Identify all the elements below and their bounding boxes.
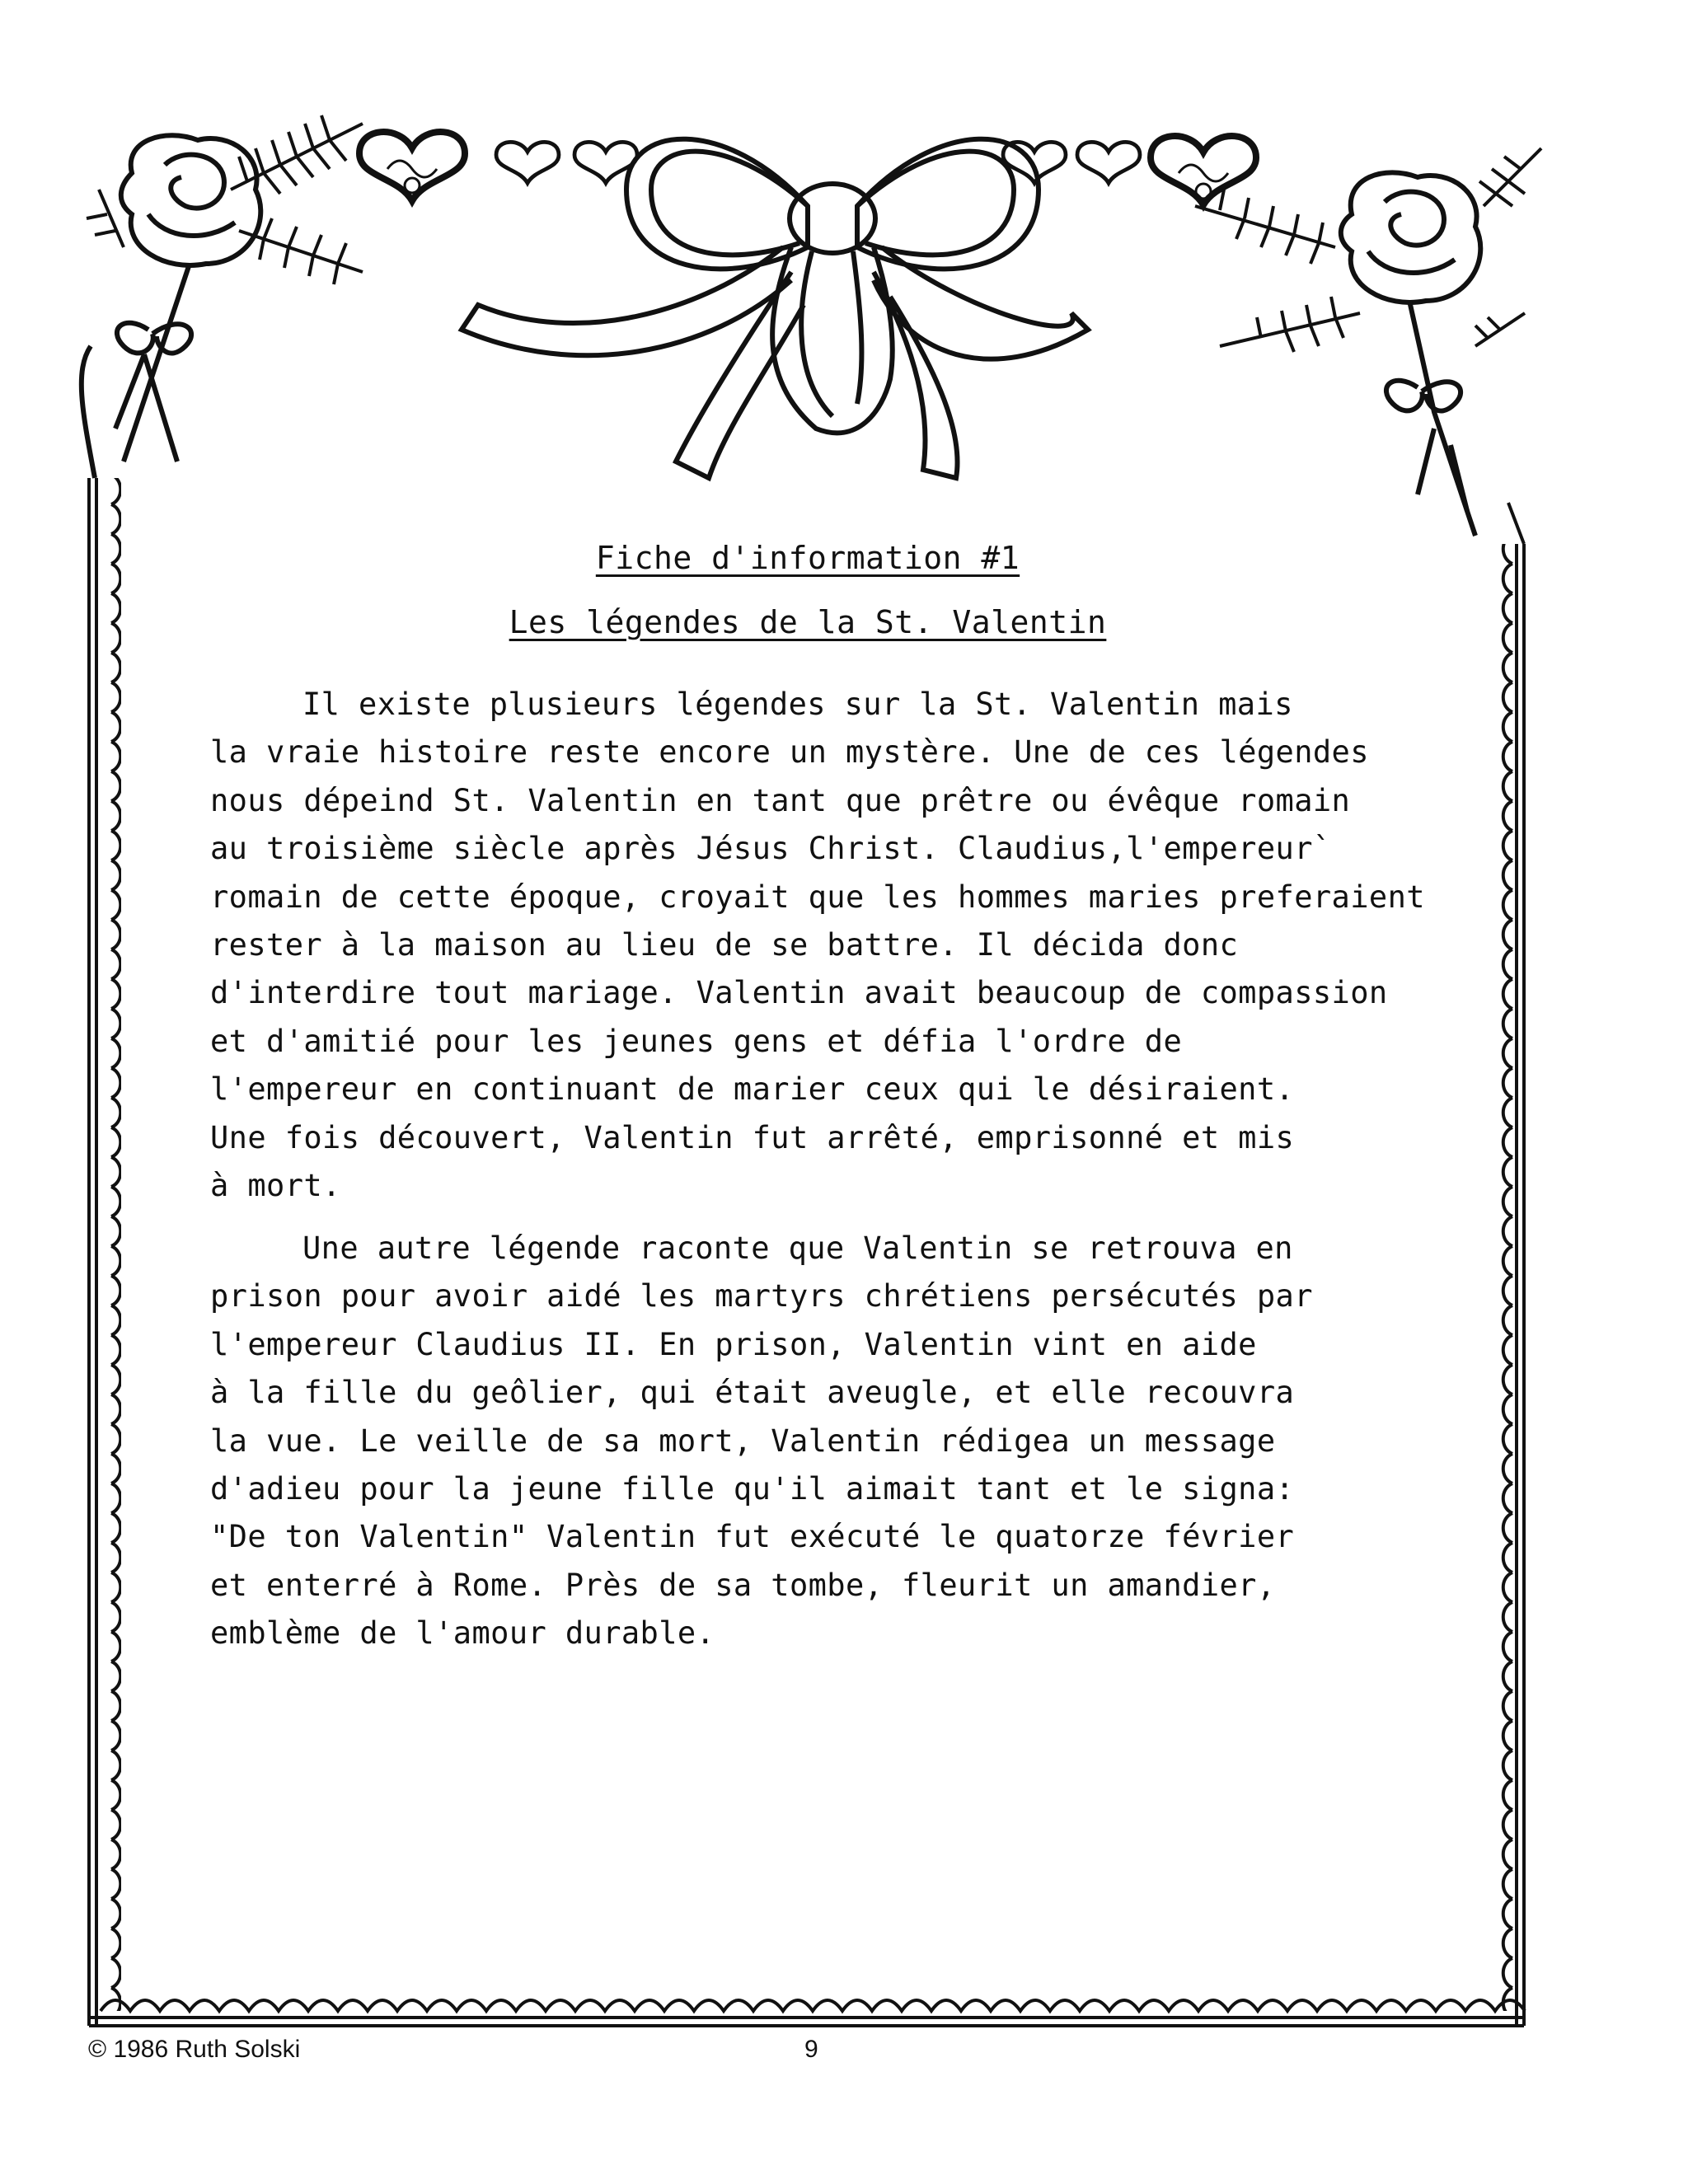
left-scallop-border <box>96 478 121 2011</box>
text-line: Une fois découvert, Valentin fut arrêté, emprisonné et mis <box>210 1119 1295 1155</box>
right-scallop-border <box>1492 544 1517 2011</box>
text-line: emblème de l'amour durable. <box>210 1615 715 1652</box>
paragraph-1 <box>210 681 1479 1210</box>
text-line: la vue. Le veille de sa mort, Valentin rédigea un message <box>210 1422 1276 1459</box>
bottom-scallop-border <box>101 2000 1525 2011</box>
rose-icon-right <box>1341 172 1480 536</box>
text-line: et d'amitié pour les jeunes gens et défia l'ordre de <box>210 1023 1183 1059</box>
text-line: d'adieu pour la jeune fille qu'il aimait tant et le signa: <box>210 1471 1295 1507</box>
text-line: au troisième siècle après Jésus Christ. Claudius,l'empereur` <box>210 831 1332 867</box>
text-line: et enterré à Rome. Près de sa tombe, fleurit un amandier, <box>210 1567 1276 1603</box>
text-line: d'interdire tout mariage. Valentin avait beaucoup de compassion <box>210 975 1388 1011</box>
text-line: Il existe plusieurs légendes sur la St. Valentin mais <box>302 687 1293 722</box>
heart-icon-1 <box>359 132 465 201</box>
text-line: rester à la maison au lieu de se battre. Il décida donc <box>210 927 1239 963</box>
info-sheet-title: Fiche d'information #1 <box>595 540 1020 576</box>
heart-icon-5 <box>1077 142 1140 183</box>
text-line: l'empereur Claudius II. En prison, Valentin vint en aide <box>210 1326 1257 1362</box>
bow-icon <box>462 139 1088 478</box>
text-line: à mort. <box>210 1168 341 1204</box>
text-line: Une autre légende raconte que Valentin se retrouva en <box>302 1230 1293 1266</box>
page-subtitle: Les légendes de la St. Valentin <box>509 604 1107 640</box>
page-number: 9 <box>804 2036 818 2063</box>
heart-icon-2 <box>496 142 559 183</box>
text-line: la vraie histoire reste encore un mystère. Une de ces légendes <box>210 734 1369 771</box>
paragraph-2 <box>210 1225 1479 1658</box>
text-line: à la fille du geôlier, qui était aveugle, et elle recouvra <box>210 1375 1295 1411</box>
text-line: l'empereur en continuant de marier ceux qui le désiraient. <box>210 1071 1295 1108</box>
copyright-notice: © 1986 Ruth Solski <box>88 2036 301 2063</box>
text-line: nous dépeind St. Valentin en tant que prêtre ou évêque romain <box>210 782 1351 818</box>
heart-icon-6 <box>1151 136 1256 205</box>
text-line: prison pour avoir aidé les martyrs chrétiens persécutés par <box>210 1278 1313 1315</box>
text-line: romain de cette époque, croyait que les hommes maries preferaient <box>210 879 1425 915</box>
text-line: "De ton Valentin" Valentin fut exécuté le quatorze février <box>210 1519 1295 1555</box>
